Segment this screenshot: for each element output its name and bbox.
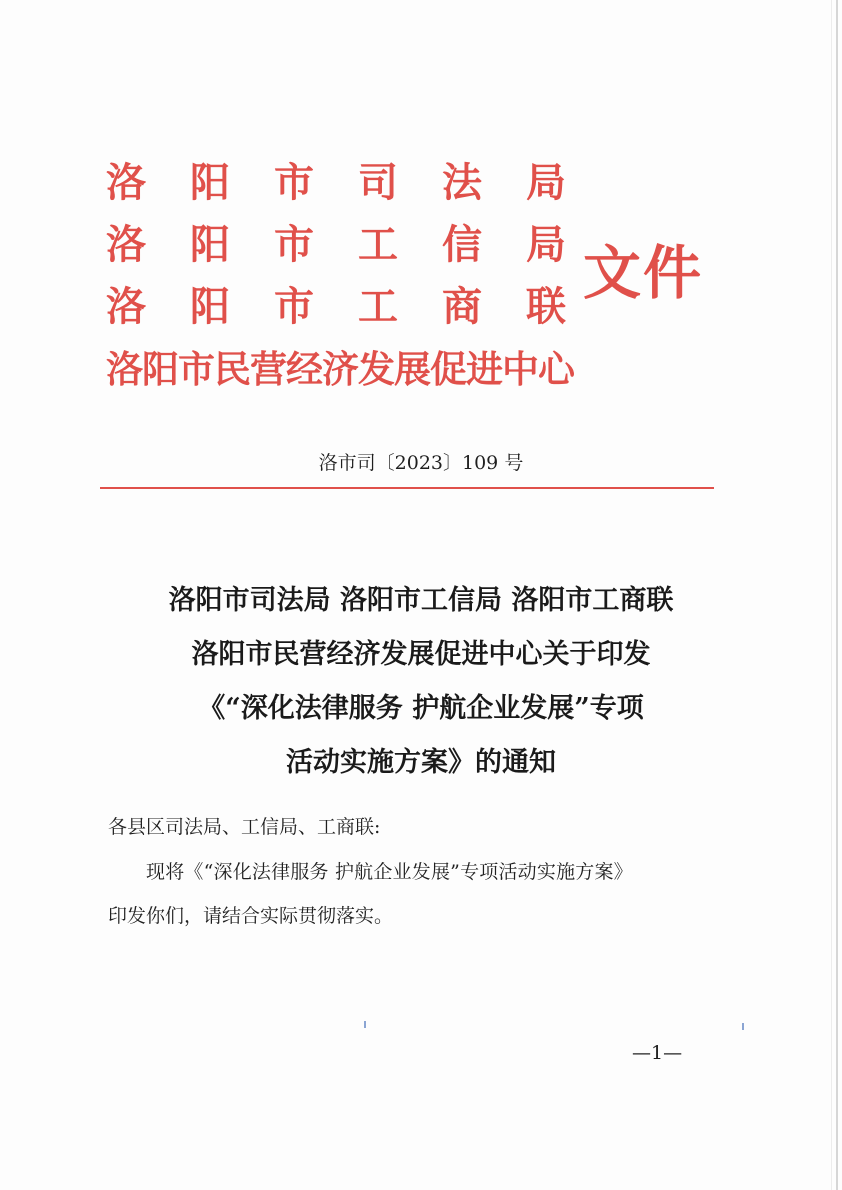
issuer-char: 商 bbox=[442, 283, 482, 330]
issuer-line-industry bbox=[106, 214, 566, 276]
page-number: —1— bbox=[632, 1042, 683, 1064]
issuer-char: 信 bbox=[442, 221, 482, 268]
title-line: 洛阳市司法局 洛阳市工信局 洛阳市工商联 bbox=[168, 585, 674, 616]
page-edge-inner bbox=[831, 0, 832, 1190]
issuer-char: 联 bbox=[526, 283, 566, 330]
issuer-char: 洛 bbox=[106, 159, 146, 206]
issuer-char: 阳 bbox=[190, 159, 230, 206]
issuer-char: 局 bbox=[526, 159, 566, 206]
page-edge bbox=[836, 0, 838, 1190]
title-line: 洛阳市民营经济发展促进中心关于印发 bbox=[191, 639, 651, 670]
issuing-agencies bbox=[106, 152, 574, 400]
issuer-char: 工 bbox=[358, 283, 398, 330]
issuer-char: 市 bbox=[274, 283, 314, 330]
document-number: 洛市司〔2023〕109 号 bbox=[318, 452, 524, 474]
issuer-line-private-economy: 洛阳市民营经济发展促进中心 bbox=[106, 347, 574, 391]
body-paragraph-line: 印发你们，请结合实际贯彻落实。 bbox=[108, 905, 394, 927]
issuer-char: 工 bbox=[358, 221, 398, 268]
issuer-char: 法 bbox=[442, 159, 482, 206]
issuer-char: 市 bbox=[274, 159, 314, 206]
issuer-line-commerce bbox=[106, 276, 566, 338]
red-separator-line bbox=[100, 487, 714, 489]
salutation: 各县区司法局、工信局、工商联: bbox=[108, 816, 381, 838]
issuer-char: 洛 bbox=[106, 283, 146, 330]
scan-speck bbox=[742, 1023, 744, 1030]
notice-title bbox=[60, 574, 782, 790]
issuer-char: 阳 bbox=[190, 283, 230, 330]
document-suffix: 文件 bbox=[583, 239, 704, 307]
issuer-line-justice bbox=[106, 152, 566, 214]
issuer-char: 洛 bbox=[106, 221, 146, 268]
body-paragraph-line: 现将《“深化法律服务 护航企业发展”专项活动实施方案》 bbox=[146, 861, 633, 883]
title-line: 《“深化法律服务 护航企业发展”专项 bbox=[198, 693, 644, 724]
issuer-char: 市 bbox=[274, 221, 314, 268]
scan-speck bbox=[364, 1021, 366, 1028]
issuer-char: 局 bbox=[526, 221, 566, 268]
issuer-char: 司 bbox=[358, 159, 398, 206]
title-line: 活动实施方案》的通知 bbox=[286, 747, 556, 778]
notice-body bbox=[108, 850, 724, 938]
issuer-char: 阳 bbox=[190, 221, 230, 268]
